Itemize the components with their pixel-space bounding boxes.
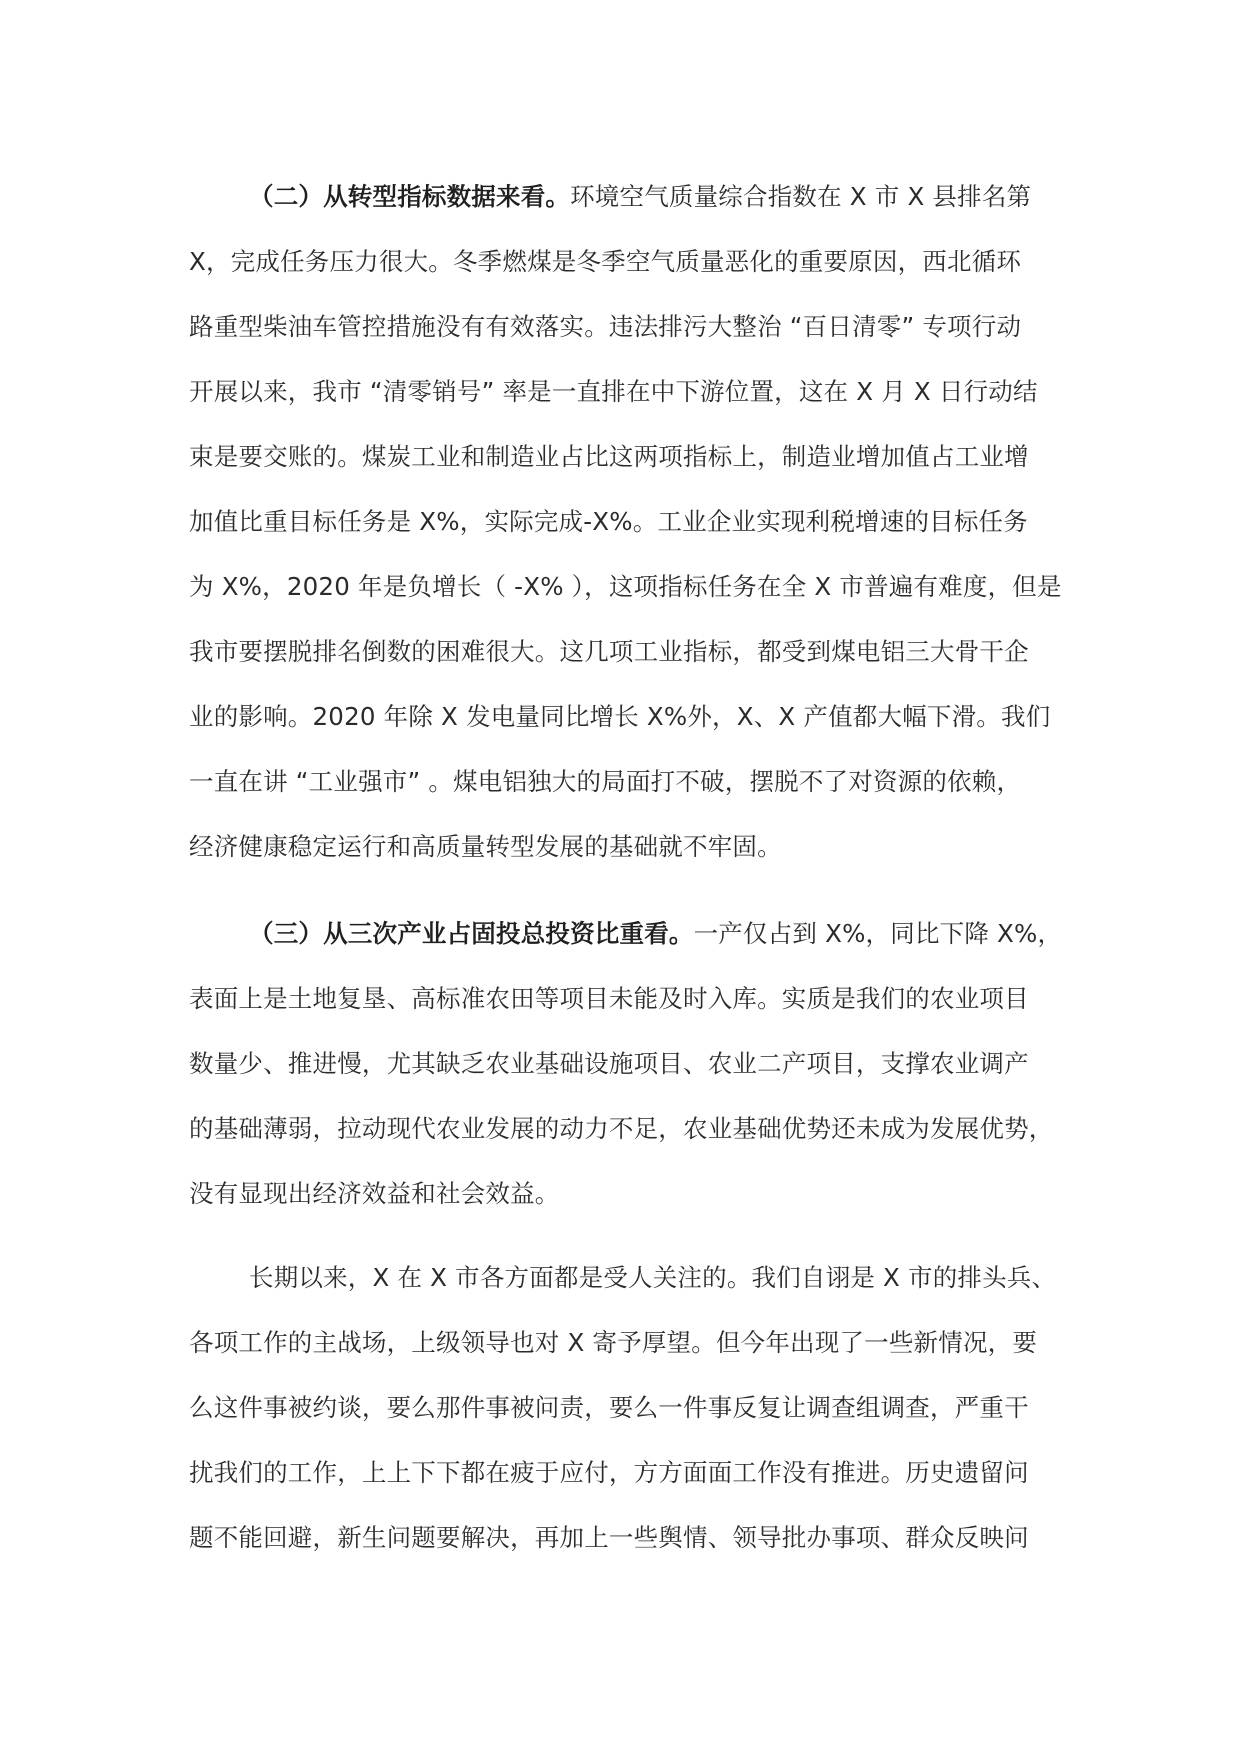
paragraph-line: 加值比重目标任务是 X%，实际完成-X%。工业企业实现利税增速的目标任务	[189, 507, 1028, 536]
paragraph-line: 扰我们的工作，上上下下都在疲于应付，方方面面工作没有推进。历史遗留问	[189, 1458, 1029, 1487]
paragraph-line: 么这件事被约谈，要么那件事被问责，要么一件事反复让调查组调查，严重干	[189, 1393, 1029, 1422]
paragraph-line: 长期以来，X 在 X 市各方面都是受人关注的。我们自诩是 X 市的排头兵、	[249, 1263, 1057, 1292]
paragraph-line: 一直在讲 “工业强市” 。煤电铝独大的局面打不破，摆脱不了对资源的依赖，	[189, 767, 1022, 796]
paragraph-line: 束是要交账的。煤炭工业和制造业占比这两项指标上，制造业增加值占工业增	[189, 442, 1029, 471]
paragraph-line: 各项工作的主战场，上级领导也对 X 寄予厚望。但今年出现了一些新情况，要	[189, 1328, 1038, 1357]
paragraph-line: X，完成任务压力很大。冬季燃煤是冬季空气质量恶化的重要原因，西北循环	[189, 247, 1022, 276]
paragraph-line: 开展以来，我市 “清零销号” 率是一直排在中下游位置，这在 X 月 X 日行动结	[189, 377, 1038, 406]
paragraph-line	[189, 901, 1069, 966]
paragraph-line: 业的影响。2020 年除 X 发电量同比增长 X%外，X、X 产值都大幅下滑。我们	[189, 702, 1051, 731]
paragraph-line: 的基础薄弱，拉动现代农业发展的动力不足，农业基础优势还未成为发展优势，	[189, 1114, 1054, 1143]
paragraph-line	[189, 164, 1069, 229]
paragraph-line: 为 X%，2020 年是负增长（ -X% ），这项指标任务在全 X 市普遍有难度，但是	[189, 572, 1062, 601]
section-heading: （二）从转型指标数据来看。	[249, 182, 571, 211]
paragraph-text: 一产仅占到 X%，同比下降 X%，	[693, 919, 1063, 948]
paragraph-line: 题不能回避，新生问题要解决，再加上一些舆情、领导批办事项、群众反映问	[189, 1523, 1029, 1552]
section-heading: （三）从三次产业占固投总投资比重看。	[249, 919, 694, 948]
paragraph-text: 环境空气质量综合指数在 X 市 X 县排名第	[570, 182, 1032, 211]
paragraph-line: 路重型柴油车管控措施没有有效落实。违法排污大整治 “百日清零” 专项行动	[189, 312, 1022, 341]
paragraph-closing	[189, 1245, 1069, 1570]
paragraph-line: 没有显现出经济效益和社会效益。	[189, 1179, 560, 1208]
paragraph-line: 我市要摆脱排名倒数的困难很大。这几项工业指标，都受到煤电铝三大骨干企	[189, 637, 1029, 666]
paragraph-line: 数量少、推进慢，尤其缺乏农业基础设施项目、农业二产项目，支撑农业调产	[189, 1049, 1029, 1078]
paragraph-section-2	[189, 164, 1069, 879]
paragraph-section-3	[189, 901, 1069, 1226]
paragraph-line: 表面上是土地复垦、高标准农田等项目未能及时入库。实质是我们的农业项目	[189, 984, 1029, 1013]
paragraph-line: 经济健康稳定运行和高质量转型发展的基础就不牢固。	[189, 832, 782, 861]
